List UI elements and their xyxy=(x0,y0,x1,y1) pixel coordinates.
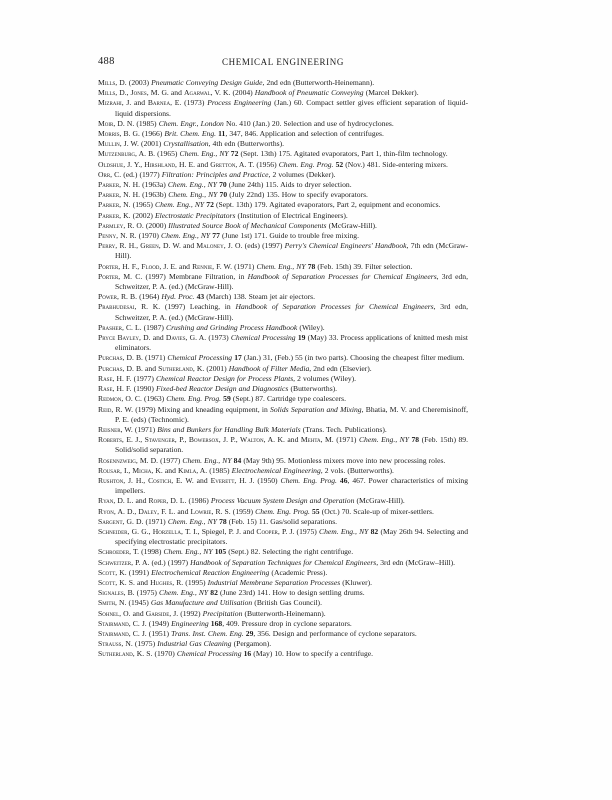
reference-entry: Ryon, A. D., Daley, F. L. and Lowrie, R. S. (1959) Chem. Eng. Prog. 55 (Oct.) 70. Scale-up of mixer-settlers. xyxy=(98,506,434,516)
running-title: CHEMICAL ENGINEERING xyxy=(222,57,344,67)
reference-entry: Rase, H. F. (1977) Chemical Reactor Design for Process Plants, 2 volumes (Wiley). xyxy=(98,373,357,383)
reference-entry: Signales, B. (1975) Chem. Eng., NY 82 (June 23rd) 141. How to design settling drums. xyxy=(98,588,365,598)
reference-entry: Reisner, W. (1971) Bins and Bunkers for Handling Bulk Materials (Trans. Tech. Publications). xyxy=(98,424,387,434)
reference-entry: Rousar, I., Micha, K. and Kimla, A. (1985) Electrochemical Engineering, 2 vols. (Butterworths). xyxy=(98,465,394,475)
reference-entry: Schweitzer, P. A. (ed.) (1997) Handbook of Separation Techniques for Chemical Engineers, 3rd edn (McGraw–Hill). xyxy=(98,557,456,567)
reference-entry: Mills, D., Jones, M. G. and Agarwal, V. K. (2004) Handbook of Pneumatic Conveying (Marcel Dekker). xyxy=(98,88,419,98)
reference-entry: Power, R. B. (1964) Hyd. Proc. 43 (March) 138. Steam jet air ejectors. xyxy=(98,292,316,302)
reference-list xyxy=(98,78,468,660)
reference-entry: Scott, K. S. and Hughes, R. (1995) Industrial Membrane Separation Processes (Kluwer). xyxy=(98,577,373,587)
reference-entry: Prasher, C. L. (1987) Crushing and Grinding Process Handbook (Wiley). xyxy=(98,322,325,332)
reference-entry: Parker, K. (2002) Electrostatic Precipitators (Institution of Electrical Engineers). xyxy=(98,210,348,220)
reference-entry: Rosennzweig, M. D. (1977) Chem. Eng., NY 84 (May 9th) 95. Motionless mixers move into new processing roles. xyxy=(98,455,446,465)
reference-entry: Moir, D. N. (1985) Chem. Engr., London No. 410 (Jan.) 20. Selection and use of hydrocyclones. xyxy=(98,118,394,128)
reference-entry: Smith, N. (1945) Gas Manufacture and Utilisation (British Gas Council). xyxy=(98,598,322,608)
reference-entry: Orr, C. (ed.) (1977) Filtration: Principles and Practice, 2 volumes (Dekker). xyxy=(98,169,336,179)
reference-entry: Morris, B. G. (1966) Brit. Chem. Eng. 11, 347, 846. Application and selection of centrifuges. xyxy=(98,129,384,139)
reference-entry: Sutherland, K. S. (1970) Chemical Processing 16 (May) 10. How to specify a centrifuge. xyxy=(98,649,374,659)
reference-entry: Mullin, J. W. (2001) Crystallisation, 4th edn (Butterworths). xyxy=(98,139,285,149)
reference-entry: Prabhudesai, R. K. (1997) Leaching, in Handbook of Separation Processes for Chemical Engineers, 3rd edn, Schweitzer, P. A. (ed.) (McGraw-Hill). xyxy=(98,302,469,322)
page-content xyxy=(98,56,468,660)
reference-entry: Roberts, E. J., Stavenger, P., Bowersox, J. P., Walton, A. K. and Mehta, M. (1971) Chem. Eng., NY 78 (Feb. 15th) 89. Solid/solid separation. xyxy=(98,435,468,455)
reference-entry: Stairmand, C. J. (1949) Engineering 168, 409. Pressure drop in cyclone separators. xyxy=(98,618,352,628)
reference-entry: Redmon, O. C. (1963) Chem. Eng. Prog. 59 (Sept.) 87. Cartridge type coalescers. xyxy=(98,394,347,404)
reference-entry: Purchas, D. B. (1971) Chemical Processing 17 (Jan.) 31, (Feb.) 55 (in two parts). Choosing the cheapest filter medium. xyxy=(98,353,465,363)
reference-entry: Mutzenburg, A. B. (1965) Chem. Eng., NY 72 (Sept. 13th) 175. Agitated evaporators, Part 1, thin-film technology. xyxy=(98,149,448,159)
reference-entry: Porter, H. F., Flood, J. E. and Rennie, F. W. (1971) Chem. Eng., NY 78 (Feb. 15th) 39. Filter selection. xyxy=(98,261,413,271)
reference-entry: Schroeder, T. (1998) Chem. Eng., NY 105 (Sept.) 82. Selecting the right centrifuge. xyxy=(98,547,354,557)
reference-entry: Oldshue, J. Y., Hirshland, H. E. and Gretton, A. T. (1956) Chem. Eng. Prog. 52 (Nov.) 481. Side-entering mixers. xyxy=(98,159,448,169)
reference-entry: Parmley, R. O. (2000) Illustrated Source Book of Mechanical Components (McGraw-Hill). xyxy=(98,220,377,230)
reference-entry: Perry, R. H., Green, D. W. and Maloney, J. O. (eds) (1997) Perry's Chemical Engineers' Handbook, 7th edn (McGraw-Hill). xyxy=(98,241,468,261)
reference-entry: Schneider, G. G., Horzella, T. I., Spiegel, P. J. and Cooper, P. J. (1975) Chem. Eng., NY 82 (May 26th 94. Selecting and specifying electrostatic precipitators. xyxy=(98,526,468,547)
reference-entry: Porter, M. C. (1997) Membrane Filtration, in Handbook of Separation Processes for Chemical Engineers, 3rd edn, Schweitzer, P. A. (ed.) (McGraw-Hill). xyxy=(98,271,468,292)
reference-entry: Pryce Bayley, D. and Davies, G. A. (1973) Chemical Processing 19 (May) 33. Process applications of knitted mesh mist eliminators. xyxy=(98,333,468,353)
reference-entry: Strauss, N. (1975) Industrial Gas Cleaning (Pergamon). xyxy=(98,639,272,649)
reference-entry: Reid, R. W. (1979) Mixing and kneading equipment, in Solids Separation and Mixing, Bhatia, M. V. and Cheremisinoff, P. E. (eds) (Technomic). xyxy=(98,404,468,424)
reference-entry: Rase, H. F. (1990) Fixed-bed Reactor Design and Diagnostics (Butterworths). xyxy=(98,384,338,394)
reference-entry: Parker, N. H. (1963a) Chem. Eng., NY 70 (June 24th) 115. Aids to dryer selection. xyxy=(98,180,352,190)
reference-entry: Mizrahi, J. and Barnea, E. (1973) Process Engineering (Jan.) 60. Compact settler gives efficient separation of liquid-liquid dispersions. xyxy=(98,98,468,118)
reference-entry: Sargent, G. D. (1971) Chem. Eng., NY 78 (Feb. 15) 11. Gas/solid separations. xyxy=(98,516,338,526)
reference-entry: Rushton, J. H., Costich, E. W. and Everett, H. J. (1950) Chem. Eng. Prog. 46, 467. Power characteristics of mixing impellers. xyxy=(98,475,469,496)
reference-entry: Ryan, D. L. and Roper, D. L. (1986) Process Vacuum System Design and Operation (McGraw-Hill). xyxy=(98,496,405,506)
reference-entry: Parker, N. (1965) Chem. Eng., NY 72 (Sept. 13th) 179. Agitated evaporators, Part 2, equipment and economics. xyxy=(98,200,441,210)
reference-entry: Scott, K. (1991) Electrochemical Reaction Engineering (Academic Press). xyxy=(98,567,328,577)
reference-entry: Purchas, D. B. and Sutherland, K. (2001) Handbook of Filter Media, 2nd edn (Elsevier). xyxy=(98,363,372,373)
reference-entry: Penny, N. R. (1970) Chem. Eng., NY 77 (June 1st) 171. Guide to trouble free mixing. xyxy=(98,231,359,241)
reference-entry: Parker, N. H. (1963b) Chem. Eng., NY 70 (July 22nd) 135. How to specify evaporators. xyxy=(98,190,368,200)
running-head xyxy=(98,56,468,70)
reference-entry: Stairmand, C. J. (1951) Trans. Inst. Chem. Eng. 29, 356. Design and performance of cyclone separators. xyxy=(98,628,417,638)
reference-entry: Sohnel, O. and Garside, J. (1992) Precipitation (Butterworth-Heinemann). xyxy=(98,608,326,618)
page-number: 488 xyxy=(98,56,115,67)
reference-entry: Mills, D. (2003) Pneumatic Conveying Design Guide, 2nd edn (Butterworth-Heinemann). xyxy=(98,78,375,87)
